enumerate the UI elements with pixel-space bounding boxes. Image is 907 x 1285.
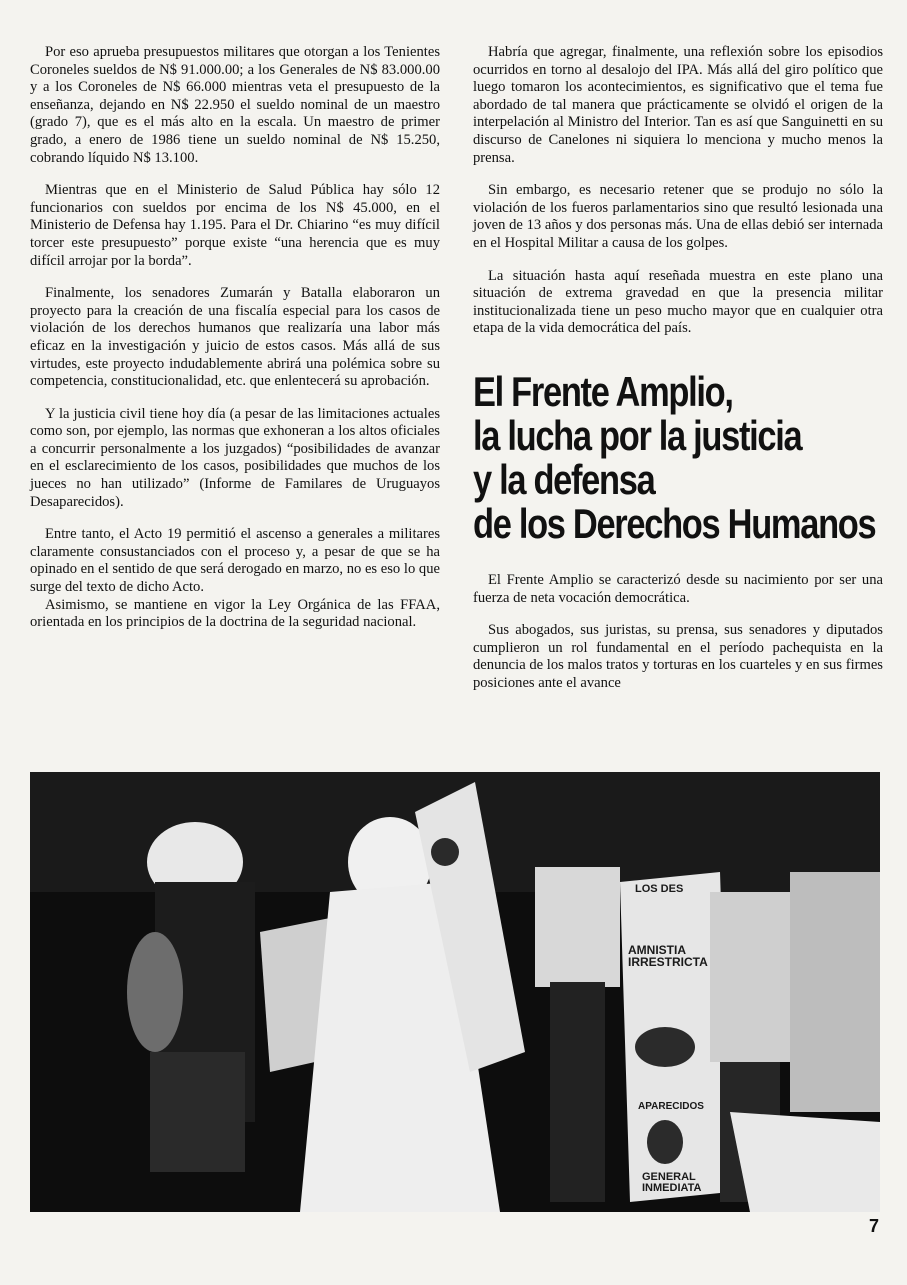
article-headline [473,367,883,547]
banner-text: AMNISTIA IRRESTRICTA [628,943,708,969]
page-number: 7 [868,1216,879,1236]
headline-line: de los Derechos Humanos [473,499,876,547]
headline-line: El Frente Amplio, [473,367,733,415]
banner-text: LOS DES [635,883,684,895]
paragraph: Asimismo, se mantiene en vigor la Ley Orgánica de las FFAA, orientada en los principios de la doctrina de la seguridad nacional. [30,596,440,631]
paragraph: Sin embargo, es necesario retener que se produjo no sólo la violación de los fueros parlamentarios sino que resultó lesionada una joven de 13 años y dos personas más. Una de ellas debió ser internada en el Hospital Militar a causa de los golpes. [473,182,883,251]
paragraph: La situación hasta aquí reseñada muestra en este plano una situación de extrema gravedad en que la presencia militar institucionalizada tiene un peso mucho mayor que en cualquier otra etapa de la vida democrática del país. [473,267,883,337]
paragraph: El Frente Amplio se caracterizó desde su nacimiento por ser una fuerza de neta vocación democrática. [473,571,883,606]
headline-line: y la defensa [473,455,655,503]
protest-photo-illustration [30,772,880,1212]
paragraph: Y la justicia civil tiene hoy día (a pesar de las limitaciones actuales como son, por ejemplo, las normas que exhoneran a los altos oficiales a concurrir personalmente a los juzgados) “posibilidades de avanzar en el esclarecimiento de los casos, posibilidades que muchos de los jueces no han utilizado” (Informe de Familares de Uruguayos Desaparecidos). [30,405,440,510]
paragraph: Entre tanto, el Acto 19 permitió el ascenso a generales a militares claramente consustanciados con el proceso y, a pesar de que se ha opinado en el sentido de que será derogado en marzo, no es eso lo que surge del texto de dicho Acto. [30,526,440,596]
paragraph: Habría que agregar, finalmente, una reflexión sobre los episodios ocurridos en torno al desalojo del IPA. Más allá del giro político que luego tomaron los acontecimientos, es significativo que el tema fue abordado de tal manera que prácticamente se olvidó el origen de la interpelación al Ministro del Interior. Tan es así que Sanguinetti en su discurso de Canelones ni siquiera lo menciona y mucho menos la prensa. [473,44,883,166]
headline-line: la lucha por la justicia [473,411,802,459]
protest-photo [30,772,880,1212]
paragraph: Finalmente, los senadores Zumarán y Batalla elaboraron un proyecto para la creación de una fiscalía especial para los casos de violación de los derechos humanos que realizaría una labor más eficaz en la investigación y juicio de estos casos. Más allá de sus virtudes, este proyecto indudablemente abrirá una polémica sobre su competencia, constitucionalidad, etc. que enlentecerá su aprobación. [30,285,440,390]
right-text-column [473,44,883,707]
paragraph: Mientras que en el Ministerio de Salud Pública hay sólo 12 funcionarios con sueldos por encima de los N$ 45.000, en el Ministerio de Defensa hay 1.195. Para el Dr. Chiarino “es muy difícil torcer este presupuesto” porque existe “una herencia que es muy difícil arrojar por la borda”. [30,182,440,269]
banner-text: APARECIDOS [638,1101,704,1112]
paragraph: Por eso aprueba presupuestos militares que otorgan a los Tenientes Coroneles sueldos de N$ 91.000.00; a los Generales de N$ 83.000.00 y a los Coroneles de N$ 66.000 mientras veta el presupuesto de la enseñanza, dejando en N$ 22.950 el sueldo nominal de un maestro (grado 7), que es el más alto en la escala. Un maestro de primer grado, a enero de 1986 tiene un sueldo nominal de N$ 15.250, cobrando líquido N$ 13.100. [30,44,440,166]
paragraph: Sus abogados, sus juristas, su prensa, sus senadores y diputados cumplieron un rol fundamental en el período pachequista en la denuncia de los malos tratos y torturas en los cuarteles y en sus firmes posiciones ante el avance [473,622,883,691]
banner-text: GENERAL INMEDIATA [642,1171,702,1194]
left-text-column [30,44,440,647]
